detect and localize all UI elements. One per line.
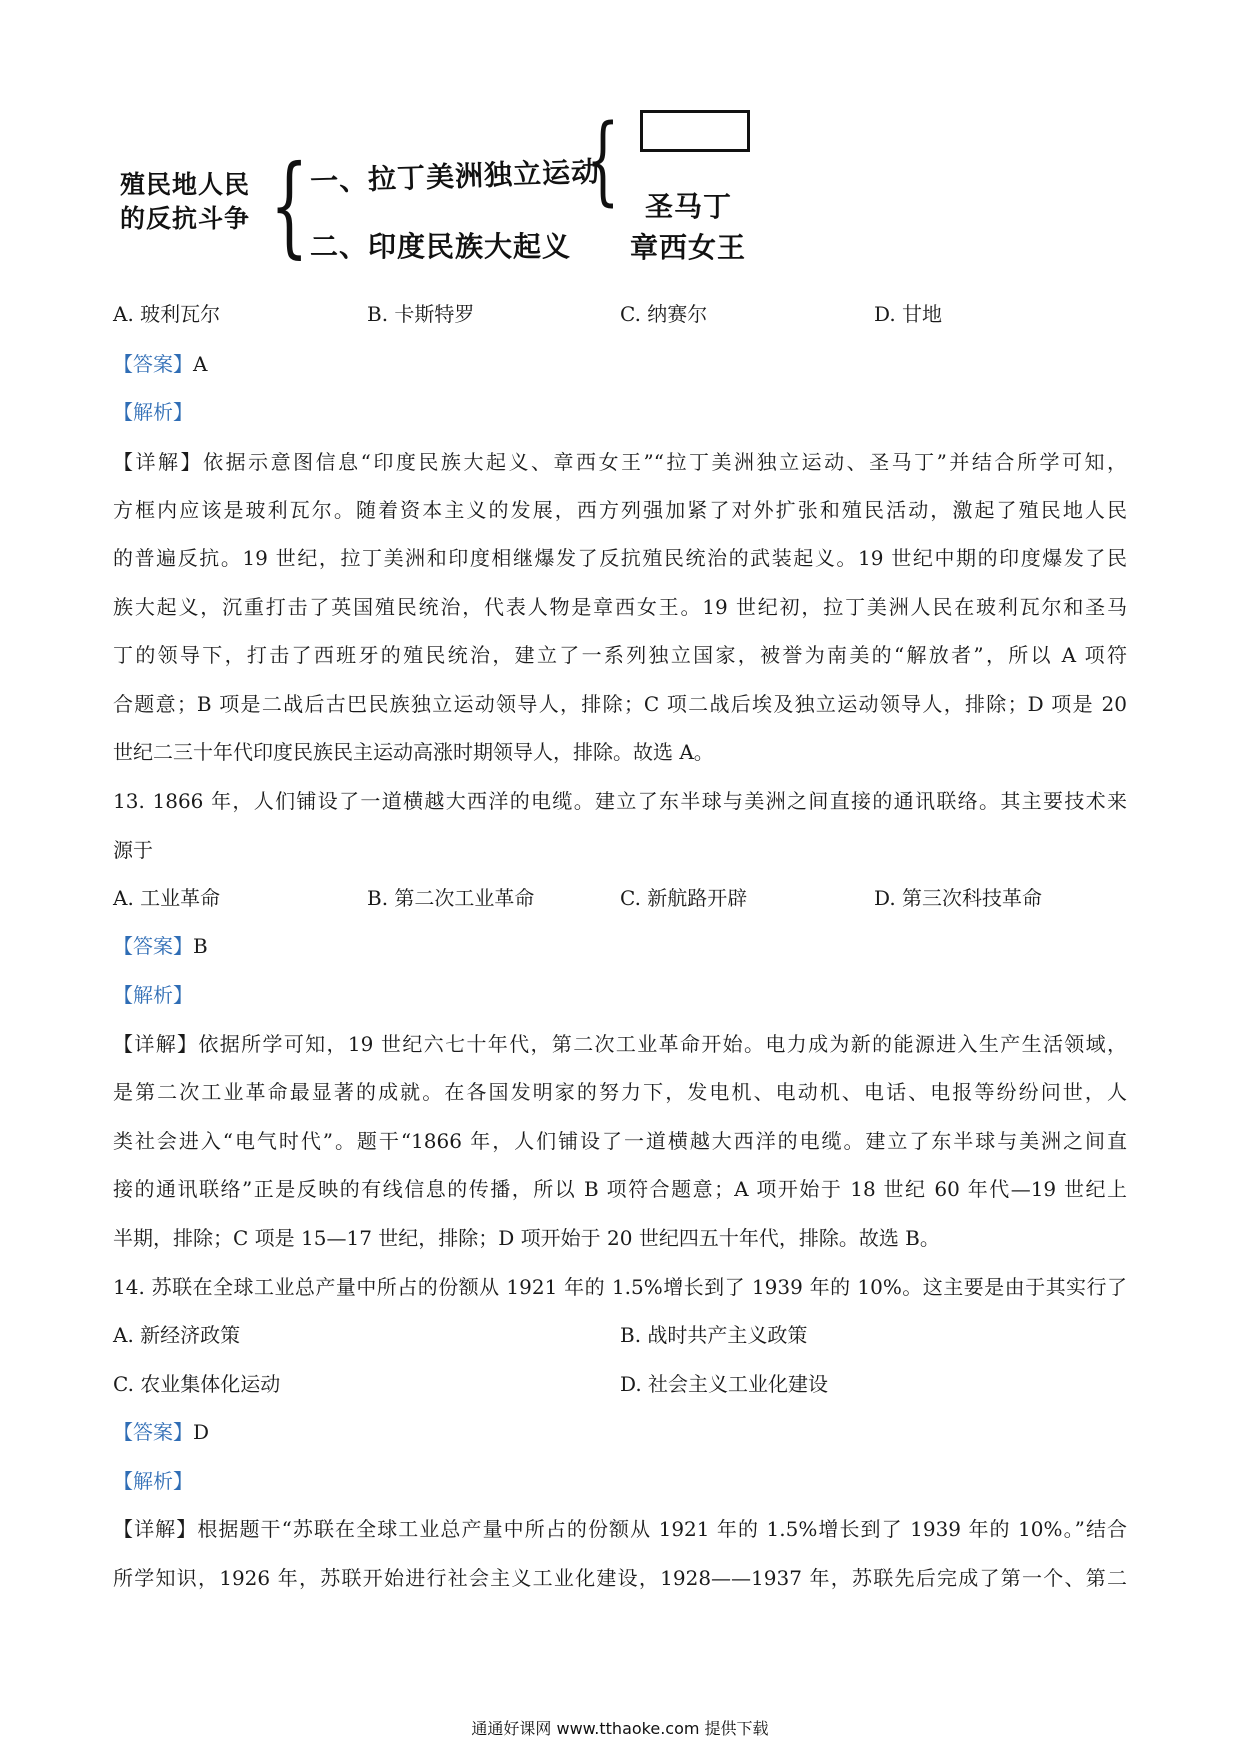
- detail-tag: 【详解】: [113, 450, 204, 474]
- q12-option-c: C. 纳赛尔: [620, 302, 708, 326]
- q13-option-a: A. 工业革命: [113, 886, 221, 910]
- answer-value: D: [193, 1420, 210, 1444]
- q14-option-a: A. 新经济政策: [113, 1323, 241, 1347]
- q12-detail-line: 的普遍反抗。19 世纪，拉丁美洲和印度相继爆发了反抗殖民统治的武装起义。19 世纪中期的印度爆发了民: [113, 546, 1127, 570]
- q13-option-d: D. 第三次科技革命: [874, 886, 1043, 910]
- detail-tag: 【详解】: [113, 1032, 199, 1056]
- q14-detail-line: [113, 1515, 1127, 1543]
- diagram-blank-box: [640, 110, 750, 152]
- q13-stem: 源于: [113, 838, 153, 862]
- q12-analysis-tag: 【解析】: [113, 400, 193, 424]
- q14-option-c: C. 农业集体化运动: [113, 1372, 281, 1396]
- answer-tag: 【答案】: [113, 934, 193, 958]
- q13-detail-line: 是第二次工业革命最显著的成就。在各国发明家的努力下，发电机、电动机、电话、电报等纷纷问世，人: [113, 1080, 1127, 1104]
- text-line: 依据示意图信息“印度民族大起义、章西女王”“拉丁美洲独立运动、圣马丁”并结合所学可知，: [203, 450, 1128, 474]
- q12-answer: [113, 350, 207, 378]
- q12-detail-line: 丁的领导下，打击了西班牙的殖民统治，建立了一系列独立国家，被誉为南美的“解放者”，所以 A 项符: [113, 643, 1127, 667]
- answer-value: A: [193, 352, 208, 376]
- text-line: 根据题干“苏联在全球工业总产量中所占的份额从 1921 年的 1.5%增长到了 1939 年的 10%。”结合: [197, 1517, 1128, 1541]
- concept-diagram: [110, 100, 770, 270]
- q13-detail-line: 半期，排除；C 项是 15—17 世纪，排除；D 项开始于 20 世纪四五十年代，排除。故选 B。: [113, 1226, 940, 1250]
- answer-value: B: [193, 934, 208, 958]
- q12-option-d: D. 甘地: [874, 302, 943, 326]
- q13-detail-line: 接的通讯联络”正是反映的有线信息的传播，所以 B 项符合题意；A 项开始于 18 世纪 60 年代—19 世纪上: [113, 1177, 1127, 1201]
- q13-detail-line: [113, 1030, 1127, 1058]
- q12-option-b: B. 卡斯特罗: [367, 302, 475, 326]
- q13-analysis-tag: 【解析】: [113, 983, 193, 1007]
- q13-option-c: C. 新航路开辟: [620, 886, 748, 910]
- left-brace-icon: {: [270, 141, 309, 269]
- diagram-branch-india: 二、印度民族大起义: [310, 230, 572, 263]
- q13-answer: [113, 932, 208, 960]
- q13-stem: 13. 1866 年，人们铺设了一道横越大西洋的电缆。建立了东半球与美洲之间直接的通讯联络。其主要技术来: [113, 789, 1127, 813]
- detail-tag: 【详解】: [113, 1517, 198, 1541]
- q14-option-d: D. 社会主义工业化建设: [620, 1372, 829, 1396]
- q12-detail-line: 世纪二三十年代印度民族民主运动高涨时期领导人，排除。故选 A。: [113, 740, 714, 764]
- q14-detail-line: 所学知识，1926 年，苏联开始进行社会主义工业化建设，1928——1937 年，苏联先后完成了第一个、第二: [113, 1566, 1127, 1590]
- diagram-branch-latin-america: 一、拉丁美洲独立运动: [309, 154, 601, 199]
- q12-detail-line: 合题意；B 项是二战后古巴民族独立运动领导人，排除；C 项二战后埃及独立运动领导人，排除；D 项是 20: [113, 692, 1127, 716]
- diagram-root-label: 殖民地人民的反抗斗争: [120, 170, 251, 233]
- q14-option-b: B. 战时共产主义政策: [620, 1323, 808, 1347]
- q13-detail-line: 类社会进入“电气时代”。题干“1866 年，人们铺设了一道横越大西洋的电缆。建立了东半球与美洲之间直: [113, 1129, 1127, 1153]
- answer-tag: 【答案】: [113, 352, 193, 376]
- diagram-sub-rani: 章西女王: [630, 231, 747, 264]
- q12-option-a: A. 玻利瓦尔: [113, 302, 221, 326]
- page-footer: 通通好课网 www.tthaoke.com 提供下载: [471, 1719, 769, 1738]
- q13-option-b: B. 第二次工业革命: [367, 886, 535, 910]
- q14-answer: [113, 1418, 209, 1446]
- q14-stem: 14. 苏联在全球工业总产量中所占的份额从 1921 年的 1.5%增长到了 1939 年的 10%。这主要是由于其实行了: [113, 1275, 1127, 1299]
- diagram-sub-san-martin: 圣马丁: [645, 190, 733, 223]
- q12-detail-line: 方框内应该是玻利瓦尔。随着资本主义的发展，西方列强加紧了对外扩张和殖民活动，激起了殖民地人民: [113, 498, 1127, 522]
- answer-tag: 【答案】: [113, 1420, 193, 1444]
- q14-analysis-tag: 【解析】: [113, 1469, 193, 1493]
- q12-detail-line: 族大起义，沉重打击了英国殖民统治，代表人物是章西女王。19 世纪初，拉丁美洲人民在玻利瓦尔和圣马: [113, 595, 1127, 619]
- q12-detail-line: [113, 448, 1127, 476]
- text-line: 依据所学可知，19 世纪六七十年代，第二次工业革命开始。电力成为新的能源进入生产生活领域，: [198, 1032, 1128, 1056]
- right-brace-icon: {: [586, 104, 620, 216]
